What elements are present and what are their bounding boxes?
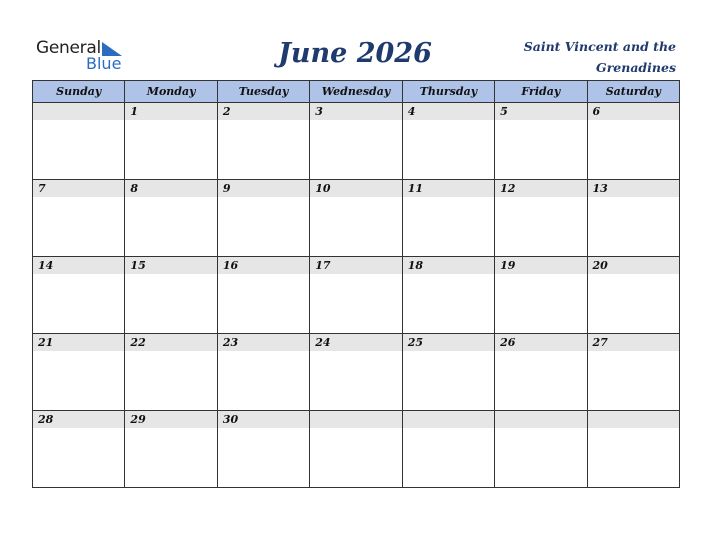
day-number: 15 — [125, 257, 216, 274]
day-cell — [125, 257, 217, 334]
day-number: 28 — [33, 411, 124, 428]
day-cell — [587, 334, 679, 411]
weekday-header: Wednesday — [310, 81, 402, 103]
day-number: 6 — [588, 103, 679, 120]
week-row — [33, 334, 680, 411]
day-cell — [587, 180, 679, 257]
day-number: 25 — [403, 334, 494, 351]
day-number: 3 — [310, 103, 401, 120]
weekday-header: Saturday — [587, 81, 679, 103]
day-number: 7 — [33, 180, 124, 197]
day-number: 22 — [125, 334, 216, 351]
day-cell — [33, 180, 125, 257]
weekday-header-row — [33, 81, 680, 103]
day-number: 4 — [403, 103, 494, 120]
day-cell — [310, 103, 402, 180]
logo-text-general: General — [36, 38, 101, 58]
day-cell — [310, 257, 402, 334]
day-number: 1 — [125, 103, 216, 120]
day-cell — [125, 180, 217, 257]
day-cell — [587, 257, 679, 334]
day-number: 18 — [403, 257, 494, 274]
week-row — [33, 411, 680, 488]
day-number: 26 — [495, 334, 586, 351]
day-cell — [310, 180, 402, 257]
weekday-header: Tuesday — [217, 81, 309, 103]
day-cell — [402, 334, 494, 411]
day-number — [310, 411, 401, 428]
day-cell — [217, 334, 309, 411]
day-number: 9 — [218, 180, 309, 197]
day-cell — [495, 334, 587, 411]
day-cell — [587, 103, 679, 180]
day-cell — [125, 334, 217, 411]
day-cell — [33, 257, 125, 334]
day-cell — [33, 334, 125, 411]
day-cell — [495, 180, 587, 257]
day-cell — [310, 334, 402, 411]
day-number — [33, 103, 124, 120]
day-number: 19 — [495, 257, 586, 274]
day-cell — [33, 411, 125, 488]
day-cell — [310, 411, 402, 488]
day-number: 13 — [588, 180, 679, 197]
day-cell — [125, 411, 217, 488]
day-number: 30 — [218, 411, 309, 428]
day-cell — [402, 257, 494, 334]
week-row — [33, 180, 680, 257]
day-cell — [402, 103, 494, 180]
weekday-header: Sunday — [33, 81, 125, 103]
day-number — [588, 411, 679, 428]
weekday-header: Monday — [125, 81, 217, 103]
day-number: 27 — [588, 334, 679, 351]
weekday-header: Thursday — [402, 81, 494, 103]
week-row — [33, 257, 680, 334]
day-number: 11 — [403, 180, 494, 197]
country-name: Saint Vincent and the Grenadines — [523, 39, 676, 75]
day-number: 10 — [310, 180, 401, 197]
day-cell — [495, 103, 587, 180]
weekday-header: Friday — [495, 81, 587, 103]
day-cell — [217, 257, 309, 334]
day-cell — [217, 103, 309, 180]
logo — [36, 38, 136, 74]
day-number: 21 — [33, 334, 124, 351]
day-cell — [495, 411, 587, 488]
day-number: 17 — [310, 257, 401, 274]
day-cell — [217, 180, 309, 257]
week-row — [33, 103, 680, 180]
day-number: 14 — [33, 257, 124, 274]
day-number: 2 — [218, 103, 309, 120]
day-cell — [402, 180, 494, 257]
day-cell — [217, 411, 309, 488]
day-number: 20 — [588, 257, 679, 274]
page-title: June 2026 — [278, 38, 432, 69]
day-number — [495, 411, 586, 428]
day-cell — [587, 411, 679, 488]
day-number: 5 — [495, 103, 586, 120]
day-cell — [125, 103, 217, 180]
day-number — [403, 411, 494, 428]
day-cell — [402, 411, 494, 488]
day-number: 24 — [310, 334, 401, 351]
day-cell — [33, 103, 125, 180]
logo-text-blue: Blue — [86, 54, 122, 73]
day-number: 16 — [218, 257, 309, 274]
day-number: 8 — [125, 180, 216, 197]
day-number: 12 — [495, 180, 586, 197]
day-cell — [495, 257, 587, 334]
day-number: 23 — [218, 334, 309, 351]
calendar-grid — [32, 80, 680, 488]
day-number: 29 — [125, 411, 216, 428]
